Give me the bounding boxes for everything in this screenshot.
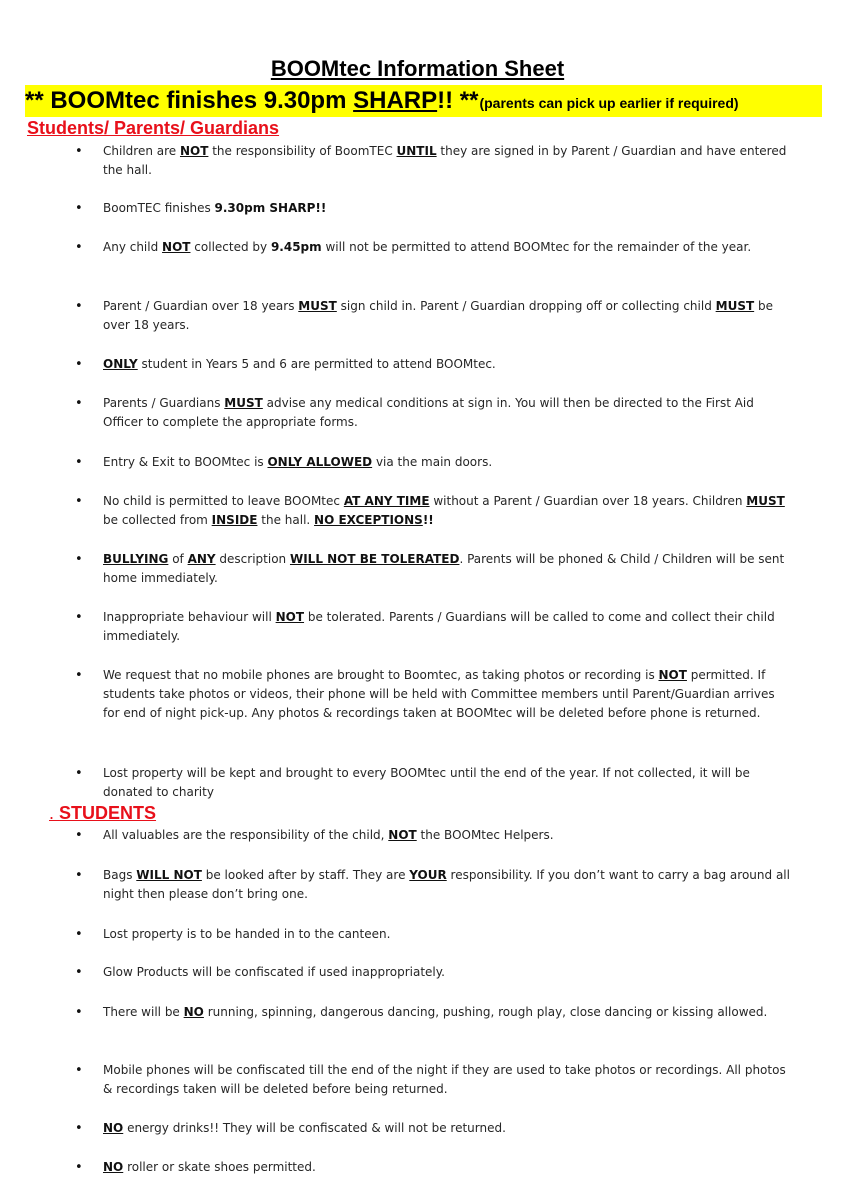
finish-time-banner	[25, 85, 822, 117]
text-segment: Inappropriate behaviour will	[103, 610, 276, 624]
text-segment: the responsibility of BoomTEC	[208, 144, 397, 158]
emphasis-underline: NO	[103, 1160, 124, 1174]
text-segment: Any child	[103, 240, 163, 254]
bullet-icon: •	[75, 396, 83, 411]
list-item-text	[103, 608, 793, 646]
section-heading-label: STUDENTS	[59, 803, 157, 823]
text-segment: Bags	[103, 868, 137, 882]
emphasis-underline: MUST	[715, 299, 755, 313]
emphasis-underline: NO	[183, 1005, 204, 1019]
text-segment: running, spinning, dangerous dancing, pushing, rough play, close dancing or kissing allowed.	[203, 1005, 768, 1019]
list-item-text	[103, 1119, 793, 1138]
section-heading-students-parents-guardians: Students/ Parents/ Guardians	[27, 118, 280, 138]
list-item-text	[103, 1003, 793, 1022]
text-segment: Mobile phones will be confiscated till the end of the night if they are used to take photos or recordings. All photos & recordings taken will be deleted before being returned.	[103, 1063, 786, 1096]
bullet-icon: •	[75, 1121, 83, 1136]
emphasis-underline: NOT	[162, 240, 191, 254]
text-segment: the hall.	[257, 513, 315, 527]
text-segment: the BOOMtec Helpers.	[416, 828, 554, 842]
banner-text-end: !! **	[437, 87, 479, 114]
bullet-icon: •	[75, 144, 83, 159]
bullet-icon: •	[75, 828, 83, 843]
bullet-icon: •	[75, 1005, 83, 1020]
emphasis-underline: WILL NOT BE TOLERATED	[289, 552, 460, 566]
emphasis-underline: BULLYING	[103, 552, 169, 566]
bullet-icon: •	[75, 668, 83, 683]
bullet-icon: •	[75, 455, 83, 470]
text-segment: There will be	[103, 1005, 184, 1019]
banner-sharp: SHARP	[353, 87, 438, 114]
emphasis-underline: INSIDE	[211, 513, 258, 527]
list-item-text	[103, 355, 793, 374]
text-segment: advise any medical conditions at sign in. You will then be directed to the First Aid Officer to complete the appropriate forms.	[103, 396, 754, 429]
list-item-text	[103, 764, 793, 802]
emphasis-underline: NOT	[388, 828, 417, 842]
text-segment: via the main doors.	[372, 455, 493, 469]
text-segment: Parents / Guardians	[103, 396, 225, 410]
list-item-text	[103, 826, 793, 845]
bullet-icon: •	[75, 357, 83, 372]
emphasis-underline: NOT	[179, 144, 209, 158]
bullet-icon: •	[75, 201, 83, 216]
text-segment: be collected from	[103, 513, 212, 527]
emphasis-underline: NO EXCEPTIONS	[314, 513, 423, 527]
list-item-text	[103, 238, 793, 257]
list-item-text	[103, 866, 793, 904]
emphasis-underline: NO	[103, 1121, 124, 1135]
text-segment: of	[168, 552, 188, 566]
emphasis-underline: AT ANY TIME	[343, 494, 430, 508]
section-heading-students	[49, 803, 156, 824]
bullet-icon: •	[75, 965, 83, 980]
text-segment: Entry & Exit to BOOMtec is	[103, 455, 268, 469]
emphasis-bold: 9.30pm SHARP!!	[214, 201, 327, 215]
text-segment: they are signed in by Parent / Guardian and have entered the hall.	[103, 144, 787, 177]
text-segment: All valuables are the responsibility of the child,	[103, 828, 389, 842]
list-item-text	[103, 394, 793, 432]
emphasis-underline: MUST	[298, 299, 337, 313]
bullet-icon: •	[75, 868, 83, 883]
text-segment: description	[215, 552, 290, 566]
text-segment: responsibility. If you don’t want to carry a bag around all night then please don’t bring one.	[103, 868, 790, 901]
bullet-icon: •	[75, 927, 83, 942]
bullet-icon: •	[75, 1063, 83, 1078]
bullet-icon: •	[75, 610, 83, 625]
text-segment: without a Parent / Guardian over 18 years. Children	[429, 494, 747, 508]
text-segment: We request that no mobile phones are brought to Boomtec, as taking photos or recording is	[103, 668, 659, 682]
list-item-text	[103, 925, 793, 944]
banner-text-start: ** BOOMtec finishes 9.30pm	[25, 87, 354, 114]
list-item-text	[103, 199, 793, 218]
text-segment: be tolerated. Parents / Guardians will be called to come and collect their child immediately.	[103, 610, 775, 643]
text-segment: . Parents will be phoned & Child / Children will be sent home immediately.	[103, 552, 785, 585]
list-item-text	[103, 1061, 793, 1099]
emphasis-bold: !!	[422, 513, 434, 527]
text-segment: Children are	[103, 144, 180, 158]
text-segment: be looked after by staff. They are	[201, 868, 410, 882]
list-item-text	[103, 492, 793, 530]
list-item-text	[103, 142, 793, 180]
text-segment: student in Years 5 and 6 are permitted to attend BOOMtec.	[137, 357, 496, 371]
text-segment: BoomTEC finishes	[103, 201, 215, 215]
emphasis-underline: UNTIL	[396, 144, 437, 158]
text-segment: sign child in. Parent / Guardian dropping off or collecting child	[336, 299, 716, 313]
list-item-text	[103, 1158, 793, 1177]
text-segment: will not be permitted to attend BOOMtec for the remainder of the year.	[321, 240, 752, 254]
list-item-text	[103, 297, 793, 335]
emphasis-underline: NOT	[658, 668, 687, 682]
text-segment: energy drinks!! They will be confiscated & will not be returned.	[123, 1121, 506, 1135]
emphasis-bold: 9.45pm	[270, 240, 322, 254]
bullet-icon: •	[75, 494, 83, 509]
emphasis-underline: ONLY ALLOWED	[267, 455, 373, 469]
list-item-text	[103, 666, 793, 723]
text-segment: roller or skate shoes permitted.	[123, 1160, 316, 1174]
page-title: BOOMtec Information Sheet	[270, 56, 565, 81]
text-segment: Lost property is to be handed in to the canteen.	[103, 927, 391, 941]
bullet-icon: •	[75, 766, 83, 781]
list-item-text	[103, 963, 793, 982]
section-prefix: .	[49, 803, 60, 823]
list-item-text	[103, 550, 793, 588]
text-segment: Lost property will be kept and brought to every BOOMtec until the end of the year. If not collected, it will be donated to charity	[103, 766, 750, 799]
emphasis-underline: MUST	[224, 396, 263, 410]
bullet-icon: •	[75, 552, 83, 567]
text-segment: permitted. If students take photos or videos, their phone will be held with Committee members until Parent/Guardian arrives for end of night pick-up. Any photos & recordings taken at BOOMtec will be deleted before phone is returned.	[103, 668, 775, 720]
text-segment: Glow Products will be confiscated if used inappropriately.	[103, 965, 445, 979]
emphasis-underline: ANY	[187, 552, 216, 566]
banner-note: (parents can pick up earlier if required)	[479, 95, 739, 111]
text-segment: Parent / Guardian over 18 years	[103, 299, 299, 313]
emphasis-underline: YOUR	[409, 868, 447, 882]
bullet-icon: •	[75, 1160, 83, 1175]
text-segment: be over 18 years.	[103, 299, 773, 332]
text-segment: collected by	[190, 240, 271, 254]
emphasis-underline: NOT	[275, 610, 305, 624]
emphasis-underline: MUST	[746, 494, 785, 508]
bullet-icon: •	[75, 240, 83, 255]
bullet-icon: •	[75, 299, 83, 314]
emphasis-underline: WILL NOT	[136, 868, 202, 882]
text-segment: No child is permitted to leave BOOMtec	[103, 494, 344, 508]
list-item-text	[103, 453, 793, 472]
emphasis-underline: ONLY	[103, 357, 138, 371]
